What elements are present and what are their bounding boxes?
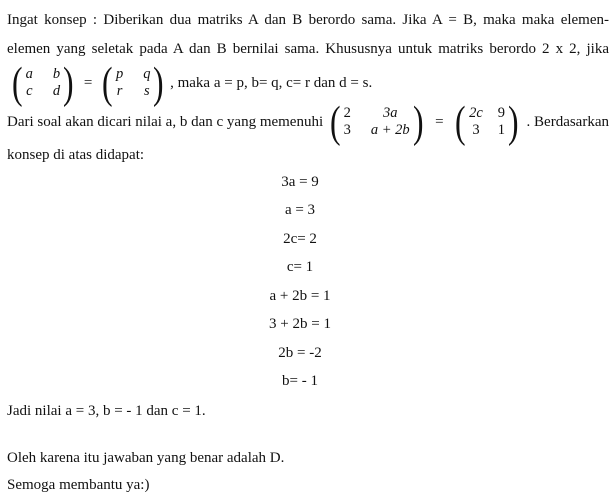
matrix-cell: 2c	[469, 105, 483, 121]
para2-matrix-tail: . Berdasarkan	[526, 113, 609, 130]
close-paren: )	[63, 57, 74, 108]
matrix-cell: 9	[497, 105, 506, 121]
para2-line2: konsep di atas didapat:	[7, 147, 145, 163]
matrix-problem-right	[453, 96, 520, 147]
conclusion-line: Jadi nilai a = 3, b = - 1 dan c = 1.	[7, 403, 206, 419]
matrix-cell: a	[25, 66, 33, 82]
matrix-cell: d	[52, 83, 61, 99]
equation-step: 3 + 2b = 1	[269, 316, 331, 333]
close-paren: )	[412, 96, 424, 147]
matrix-problem-left	[328, 96, 425, 147]
para1-matrix-tail: , maka a = p, b= q, c= r dan d = s.	[170, 74, 373, 91]
matrix-cells	[115, 66, 152, 100]
matrix-abcd	[10, 57, 76, 108]
open-paren: (	[455, 96, 467, 147]
open-paren: (	[330, 96, 341, 147]
equation-step: 2c= 2	[283, 230, 317, 247]
equation-step: c= 1	[286, 259, 314, 276]
matrix-cell: 3	[472, 122, 480, 138]
matrix-cells	[468, 105, 506, 139]
para2-matrix-line	[7, 96, 609, 147]
close-paren: )	[508, 96, 519, 147]
matrix-cell: r	[116, 83, 123, 99]
matrix-cells	[343, 105, 411, 139]
equation-step: a + 2b = 1	[269, 287, 331, 304]
open-paren: (	[12, 57, 23, 108]
matrix-cell: p	[115, 66, 124, 82]
matrix-cell: 2	[343, 105, 351, 121]
answer-line: Oleh karena itu jawaban yang benar adalah D.	[7, 450, 285, 466]
para1-matrix-line	[7, 57, 609, 108]
matrix-cells	[25, 66, 62, 100]
equation-step: 2b = -2	[278, 344, 322, 361]
open-paren: (	[102, 57, 113, 108]
equals-sign: =	[83, 74, 93, 91]
matrix-cell: q	[143, 66, 151, 82]
matrix-pqrs	[100, 57, 166, 108]
equation-step: 3a = 9	[281, 173, 319, 190]
equation-step: a = 3	[284, 202, 316, 219]
equation-step: b= - 1	[282, 373, 318, 390]
matrix-cell: 3a	[383, 105, 398, 121]
matrix-cell: s	[143, 83, 150, 99]
equals-sign: =	[435, 113, 444, 130]
matrix-cell: c	[26, 83, 33, 99]
closing-line: Semoga membantu ya:)	[7, 477, 150, 493]
equation-steps	[7, 168, 609, 396]
matrix-cell: 1	[497, 122, 506, 138]
para1-line2: elemen yang seletak pada A dan B bernilai sama. Khususnya untuk matriks berordo 2 x 2, jika	[7, 41, 609, 57]
close-paren: )	[153, 57, 165, 108]
matrix-cell: b	[52, 66, 61, 82]
matrix-cell: 3	[343, 122, 351, 138]
matrix-cell: a + 2b	[370, 122, 410, 138]
para1-line1: Ingat konsep : Diberikan dua matriks A dan B berordo sama. Jika A = B, maka maka elemen-	[7, 12, 609, 28]
para2-lead-text: Dari soal akan dicari nilai a, b dan c yang memenuhi	[7, 113, 324, 130]
